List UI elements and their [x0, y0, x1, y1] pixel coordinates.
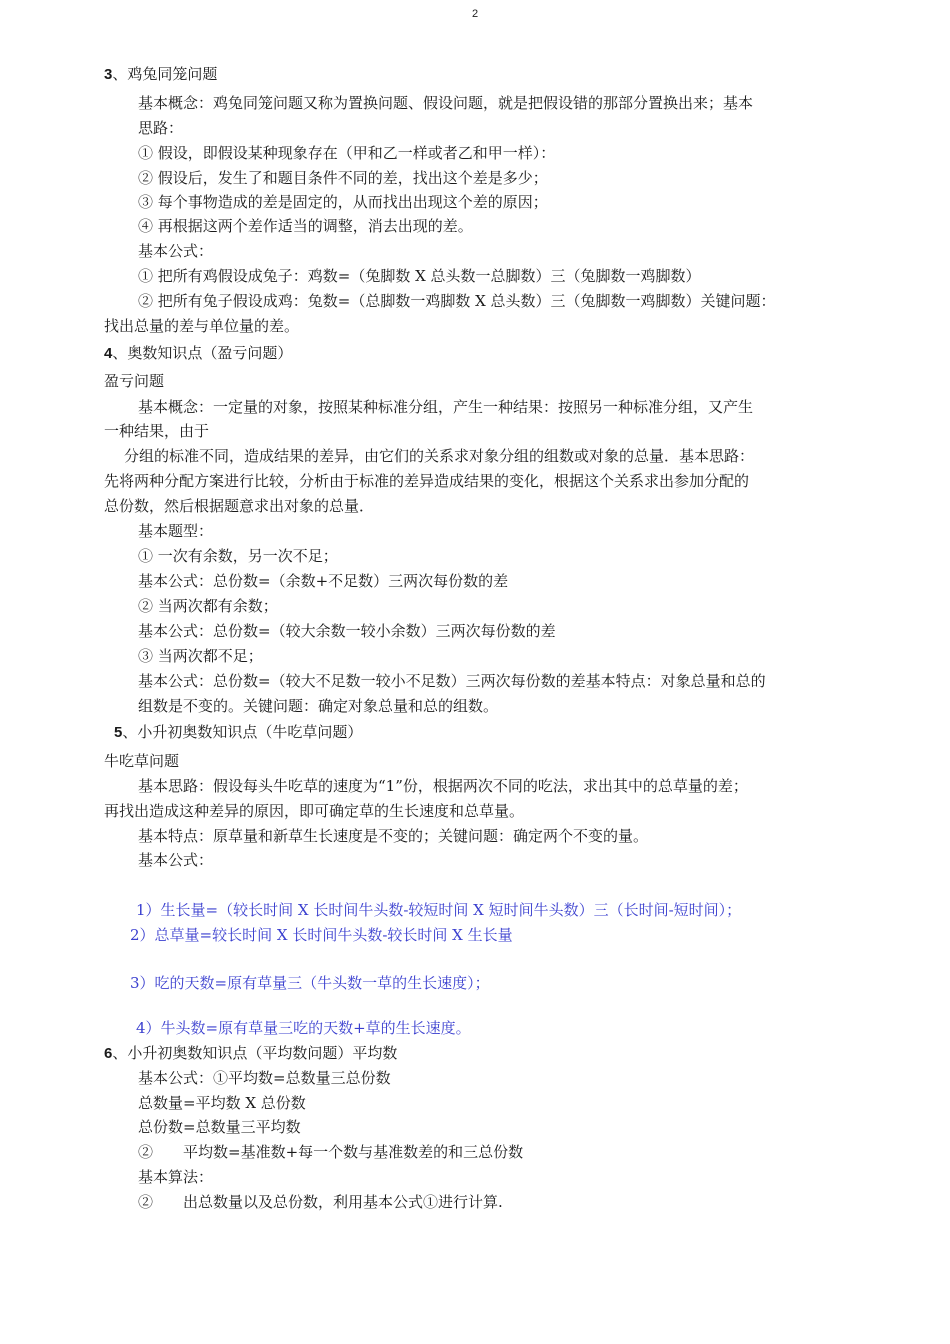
s6-line: 总份数=总数量三平均数: [138, 1118, 301, 1136]
section-4-heading: 4、奥数知识点（盈亏问题）: [104, 344, 293, 362]
s4-line: 基本公式：总份数=（余数+不足数）三两次每份数的差: [138, 572, 509, 590]
s5-line: 再找出造成这种差异的原因，即可确定草的生长速度和总草量。: [104, 802, 525, 820]
s5-formula: 4）牛头数=原有草量三吃的天数+草的生长速度。: [136, 1019, 471, 1037]
s3-line: 基本公式：: [138, 242, 214, 260]
s5-line: 基本思路：假设每头牛吃草的速度为“1”份，根据两次不同的吃法，求出其中的总草量的差；: [138, 777, 748, 795]
s3-line: ③ 每个事物造成的差是固定的，从而找出出现这个差的原因；: [138, 193, 548, 211]
s3-line: ② 把所有兔子假设成鸡：兔数=（总脚数一鸡脚数 X 总头数）三（兔脚数一鸡脚数）关键问题：: [138, 292, 776, 310]
s5-line: 基本公式：: [138, 851, 214, 869]
s5-line: 牛吃草问题: [104, 752, 180, 770]
s4-line: 一种结果，由于: [104, 422, 210, 440]
s4-line: 总份数，然后根据题意求出对象的总量．: [104, 497, 375, 515]
s4-line: 盈亏问题: [104, 372, 165, 390]
s5-line: 基本特点：原草量和新草生长速度是不变的；关键问题：确定两个不变的量。: [138, 827, 649, 845]
s4-line: 基本题型：: [138, 522, 214, 540]
s5-formula: 1）生长量=（较长时间 X 长时间牛头数-较短时间 X 短时间牛头数）三（长时间-短时间）；: [136, 901, 742, 919]
s3-line: 基本概念：鸡兔同笼问题又称为置换问题、假设问题，就是把假设错的那部分置换出来；基本: [138, 94, 754, 112]
s3-line: ④ 再根据这两个差作适当的调整，消去出现的差。: [138, 217, 473, 235]
s4-line: ① 一次有余数，另一次不足；: [138, 547, 338, 565]
page-number: 2: [471, 8, 479, 20]
s3-line: 找出总量的差与单位量的差。: [104, 317, 300, 335]
s3-line: 思路：: [138, 119, 184, 137]
s3-line: ② 假设后，发生了和题目条件不同的差，找出这个差是多少；: [138, 169, 548, 187]
s4-line: 基本公式：总份数=（较大不足数一较小不足数）三两次每份数的差基本特点：对象总量和总的: [138, 672, 766, 690]
s5-formula: 2）总草量=较长时间 X 长时间牛头数-较长时间 X 生长量: [130, 926, 513, 944]
s4-line: 基本概念：一定量的对象，按照某种标准分组，产生一种结果：按照另一种标准分组，又产生: [138, 398, 754, 416]
s6-line: 基本算法：: [138, 1168, 214, 1186]
section-6-heading: 6、小升初奥数知识点（平均数问题）平均数: [104, 1044, 398, 1062]
section-5-heading: 5、小升初奥数知识点（牛吃草问题）: [114, 723, 363, 741]
s4-line: ③ 当两次都不足；: [138, 647, 263, 665]
s4-line: 组数是不变的。关键问题：确定对象总量和总的组数。: [138, 697, 499, 715]
s6-line: ② 平均数=基准数+每一个数与基准数差的和三总份数: [138, 1143, 524, 1161]
s4-line: ② 当两次都有余数；: [138, 597, 278, 615]
s5-formula: 3）吃的天数=原有草量三（牛头数一草的生长速度）；: [130, 974, 490, 992]
s4-line: 先将两种分配方案进行比较，分析由于标准的差异造成结果的变化，根据这个关系求出参加分配的: [104, 472, 750, 490]
s4-line: 基本公式：总份数=（较大余数一较小余数）三两次每份数的差: [138, 622, 556, 640]
s6-line: 基本公式：①平均数=总数量三总份数: [138, 1069, 391, 1087]
s3-line: ① 假设，即假设某种现象存在（甲和乙一样或者乙和甲一样）：: [138, 144, 556, 162]
s3-line: ① 把所有鸡假设成兔子：鸡数=（兔脚数 X 总头数一总脚数）三（兔脚数一鸡脚数）: [138, 267, 701, 285]
s6-line: ② 出总数量以及总份数，利用基本公式①进行计算.: [138, 1193, 503, 1211]
s4-line: 分组的标准不同，造成结果的差异，由它们的关系求对象分组的组数或对象的总量．基本思路：: [124, 447, 755, 465]
s6-line: 总数量=平均数 X 总份数: [138, 1094, 306, 1112]
section-3-heading: 3、鸡兔同笼问题: [104, 65, 218, 83]
